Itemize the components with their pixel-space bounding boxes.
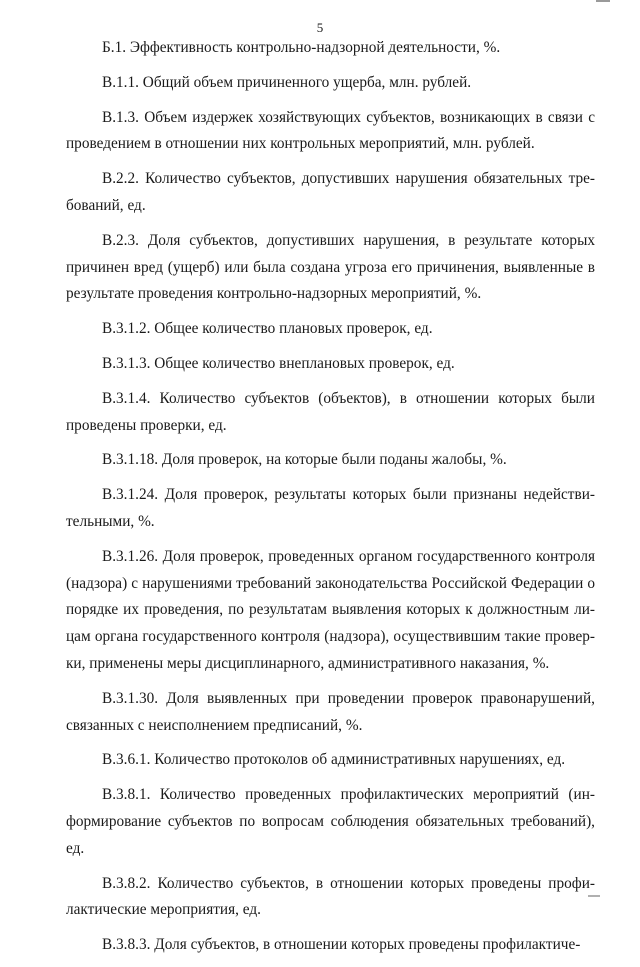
indicator-paragraph: [66, 447, 595, 474]
indicator-paragraph: [66, 35, 595, 62]
paragraph-line: бований, ед.: [66, 196, 146, 214]
paragraph-line: В.3.6.1. Количество протоколов об административных нарушениях, ед.: [102, 751, 566, 769]
indicator-paragraph: [66, 686, 595, 740]
scan-artifact: [588, 895, 600, 897]
paragraph-line: связанных с неисполнением предписаний, %.: [66, 716, 363, 734]
paragraph-line: цам органа государственного контроля (надзора), осуществившим такие провер-: [66, 628, 595, 646]
indicator-paragraph: [66, 544, 595, 678]
paragraph-line: В.3.1.3. Общее количество внеплановых проверок, ед.: [102, 354, 455, 372]
paragraph-line: В.3.8.3. Доля субъектов, в отношении которых проведены профилактиче-: [102, 936, 581, 954]
paragraph-line: В.3.8.2. Количество субъектов, в отношении которых проведены профи-: [102, 874, 595, 892]
paragraph-line: В.3.1.26. Доля проверок, проведенных органом государственного контроля: [102, 547, 595, 565]
paragraph-line: ед.: [66, 839, 85, 857]
paragraph-line: (надзора) с нарушениями требований законодательства Российской Федерации о: [66, 574, 595, 592]
paragraph-line: проведены проверки, ед.: [66, 416, 227, 434]
paragraph-line: ки, применены меры дисциплинарного, административного наказания, %.: [66, 654, 550, 672]
paragraph-line: В.3.1.24. Доля проверок, результаты которых были признаны недействи-: [102, 486, 595, 504]
indicator-paragraph: [66, 316, 595, 343]
paragraph-line: проведением в отношении них контрольных мероприятий, млн. рублей.: [66, 135, 535, 153]
indicator-paragraph: [66, 166, 595, 220]
paragraph-line: лактические мероприятия, ед.: [66, 901, 261, 919]
indicator-paragraph: [66, 70, 595, 97]
indicator-paragraph: [66, 351, 595, 378]
paragraph-line: тельными, %.: [66, 512, 155, 530]
paragraph-line: В.3.1.4. Количество субъектов (объектов), в отношении которых были: [102, 389, 595, 407]
paragraph-line: В.1.3. Объем издержек хозяйствующих субъектов, возникающих в связи с: [102, 108, 595, 126]
page-number: 5: [316, 20, 324, 35]
indicator-paragraph: [66, 782, 595, 862]
indicator-paragraph: [66, 932, 595, 959]
paragraph-line: В.3.1.2. Общее количество плановых проверок, ед.: [102, 320, 433, 338]
indicator-paragraph: [66, 386, 595, 440]
paragraph-line: В.3.1.30. Доля выявленных при проведении проверок правонарушений,: [102, 689, 595, 707]
paragraph-line: порядке их проведения, по результатам выявления которых к должностным ли-: [66, 601, 595, 619]
paragraph-line: формирование субъектов по вопросам соблюдения обязательных требований),: [66, 812, 595, 830]
paragraph-line: Б.1. Эффективность контрольно-надзорной деятельности, %.: [102, 39, 501, 56]
indicator-paragraph: [66, 105, 595, 159]
indicator-paragraph: [66, 747, 595, 774]
indicator-paragraph: [66, 482, 595, 536]
indicator-paragraph: [66, 228, 595, 308]
paragraph-line: причинен вред (ущерб) или была создана угроза его причинения, выявленные в: [66, 258, 595, 276]
paragraph-line: В.3.8.1. Количество проведенных профилактических мероприятий (ин-: [102, 786, 595, 804]
paragraph-line: В.3.1.18. Доля проверок, на которые были поданы жалобы, %.: [102, 451, 507, 469]
paragraph-line: результате проведения контрольно-надзорных мероприятий, %.: [66, 285, 482, 303]
paragraph-line: В.2.2. Количество субъектов, допустивших нарушения обязательных тре-: [102, 170, 595, 188]
document-body: [66, 35, 595, 967]
indicator-paragraph: [66, 871, 595, 925]
paragraph-line: В.1.1. Общий объем причиненного ущерба, млн. рублей.: [102, 73, 472, 91]
scan-artifact: [596, 0, 610, 2]
paragraph-line: В.2.3. Доля субъектов, допустивших нарушения, в результате которых: [102, 231, 595, 249]
